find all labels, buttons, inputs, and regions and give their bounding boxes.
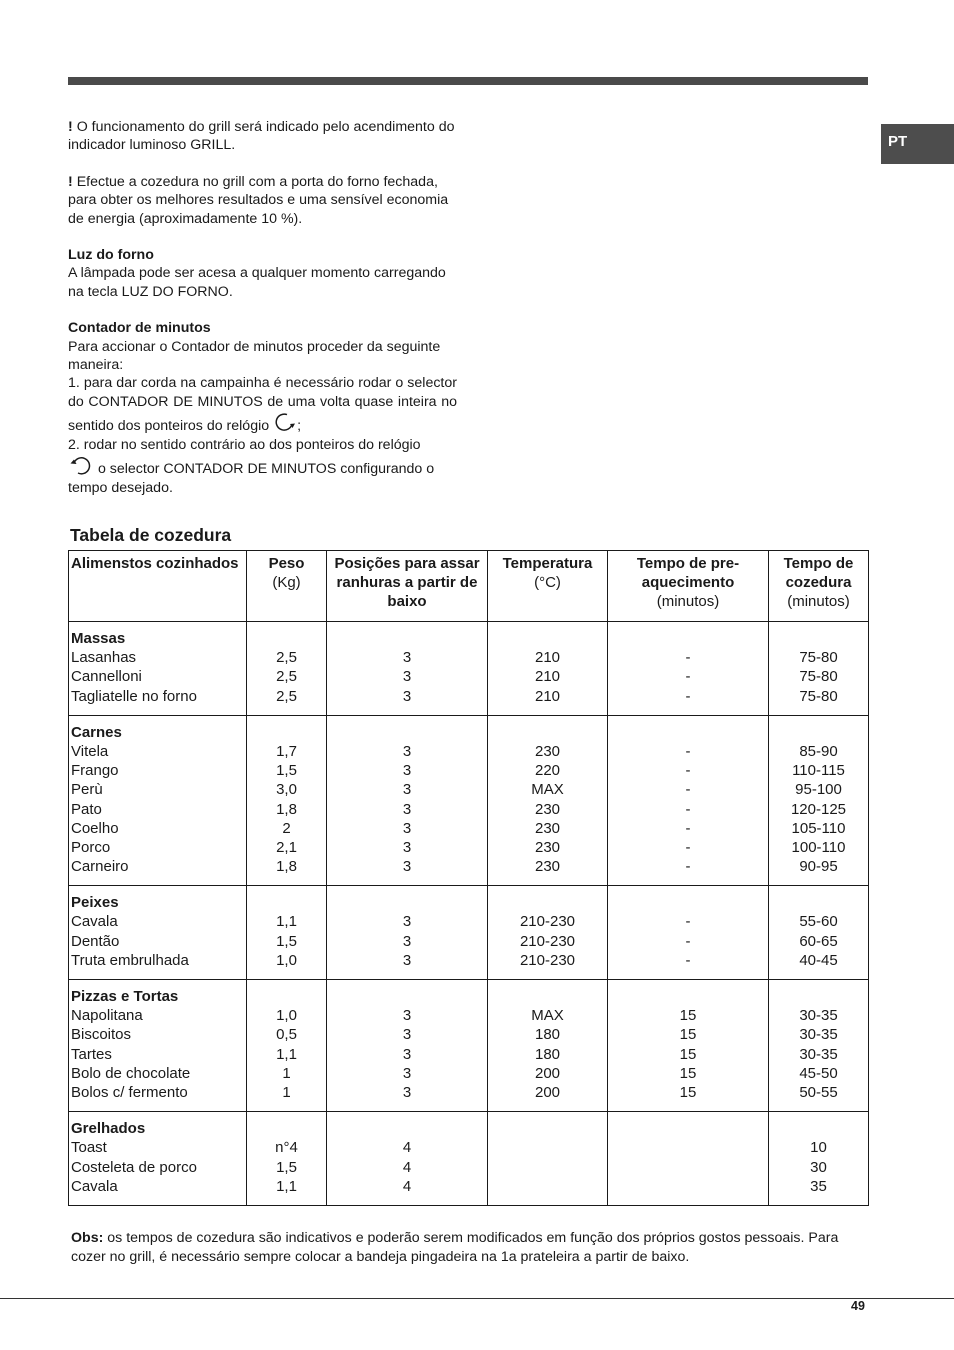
table-group-row <box>69 1112 869 1206</box>
table-cell-food: Cavala <box>71 913 118 931</box>
language-tab: PT <box>881 124 954 164</box>
table-cell-peso: 1 <box>282 1064 291 1082</box>
table-cell-pos: 4 <box>402 1139 412 1157</box>
column-header: Alimenstos cozinhados <box>69 551 247 622</box>
table-cell-food: Lasanhas <box>71 649 137 667</box>
food-cell <box>69 715 247 886</box>
group-name: Grelhados <box>71 1120 146 1138</box>
value-cell <box>247 1112 327 1206</box>
value-cell <box>488 980 608 1112</box>
table-cell-pos: 3 <box>402 668 412 686</box>
cooking-table <box>68 550 869 1206</box>
table-cell-temp: 210-230 <box>519 951 576 969</box>
table-cell-tempo: 30-35 <box>799 1045 838 1063</box>
table-cell-peso: 1,5 <box>276 762 297 780</box>
text-column <box>68 118 457 497</box>
group-name: Peixes <box>71 894 119 912</box>
table-cell-temp: 230 <box>534 838 561 856</box>
value-cell <box>608 715 769 886</box>
table-cell-tempo: 110-115 <box>792 762 845 780</box>
table-cell-tempo: 75-80 <box>799 649 838 667</box>
table-cell-temp: 200 <box>534 1083 561 1101</box>
table-cell-pre: 15 <box>679 1064 697 1082</box>
table-cell-temp: 210 <box>534 668 561 686</box>
table-cell-tempo: 30-35 <box>799 1007 838 1025</box>
table-cell-peso: 3,0 <box>276 781 297 799</box>
table-cell-tempo: 105-110 <box>791 819 846 837</box>
value-cell <box>327 715 488 886</box>
observation-note: Obs: os tempos de cozedura são indicativos e poderão serem modificados em função dos próprios gostos pessoais. Para cozer no grill, é necessário sempre colocar a bandeja pingadeira na 1a prateleira a partir de baixo. <box>71 1230 839 1265</box>
table-cell-peso: 1,8 <box>276 858 297 876</box>
table-cell-pre: - <box>685 781 691 799</box>
table-cell-pos: 3 <box>402 800 412 818</box>
table-cell-peso: 1,1 <box>276 913 297 931</box>
table-cell-pos: 3 <box>402 819 412 837</box>
table-cell-pos: 3 <box>402 1007 412 1025</box>
table-cell-pos: 3 <box>402 762 412 780</box>
table-cell-pre: - <box>685 932 691 950</box>
table-cell-tempo: 95-100 <box>795 781 842 799</box>
table-cell-peso: 2,5 <box>276 649 297 667</box>
table-cell-pos: 3 <box>402 858 412 876</box>
table-cell-food: Vitela <box>71 742 109 760</box>
table-cell-food: Napolitana <box>71 1007 143 1025</box>
table-cell-tempo: 55-60 <box>799 913 838 931</box>
table-cell-peso: 2,1 <box>276 838 297 856</box>
table-cell-pos: 3 <box>402 742 412 760</box>
table-cell-tempo: 45-50 <box>799 1064 838 1082</box>
table-cell-temp: MAX <box>531 781 564 799</box>
table-cell-tempo: 60-65 <box>799 932 838 950</box>
table-cell-pre: - <box>685 762 691 780</box>
table-cell-temp: 210 <box>534 649 561 667</box>
table-cell-tempo: 120-125 <box>790 800 847 818</box>
table-cell-temp: 230 <box>534 819 561 837</box>
column-header: Tempo de pre-aquecimento (minutos) <box>608 551 769 622</box>
value-cell <box>769 886 869 980</box>
table-cell-tempo: 75-80 <box>799 687 838 705</box>
table-cell-peso: 1,7 <box>276 742 297 760</box>
table-cell-pos: 3 <box>402 932 412 950</box>
table-cell-peso: 1,8 <box>276 800 297 818</box>
table-cell-peso: 0,5 <box>276 1026 297 1044</box>
table-cell-temp: 200 <box>534 1064 561 1082</box>
value-cell <box>769 1112 869 1206</box>
food-cell <box>69 1112 247 1206</box>
table-cell-tempo: 100-110 <box>791 838 846 856</box>
table-cell-food: Costeleta de porco <box>71 1158 197 1176</box>
value-cell <box>247 715 327 886</box>
value-cell <box>769 715 869 886</box>
table-cell-food: Frango <box>71 762 119 780</box>
table-cell-peso: 1 <box>282 1083 291 1101</box>
group-name: Pizzas e Tortas <box>71 988 179 1005</box>
table-cell-temp: 210-230 <box>519 932 576 950</box>
timer-intro: Para accionar o Contador de minutos proceder da seguinte maneira: <box>68 338 441 374</box>
table-cell-pre: - <box>685 649 691 667</box>
table-cell-tempo: 90-95 <box>799 858 838 876</box>
footer-rule <box>0 1298 954 1299</box>
table-cell-peso: 1,5 <box>276 932 297 950</box>
table-cell-food: Porco <box>71 838 111 856</box>
value-cell <box>327 622 488 716</box>
table-cell-peso: 1,5 <box>276 1158 297 1176</box>
table-cell-pre: 15 <box>679 1045 697 1063</box>
table-cell-pre: 15 <box>679 1026 697 1044</box>
table-group-row <box>69 715 869 886</box>
table-cell-temp: 230 <box>534 858 561 876</box>
table-cell-temp: 230 <box>534 742 561 760</box>
table-cell-pre <box>608 1177 768 1196</box>
table-cell-food: Perù <box>71 781 103 799</box>
table-cell-pre: - <box>685 858 691 876</box>
group-name: Carnes <box>71 723 122 741</box>
table-cell-pre: 15 <box>679 1007 697 1025</box>
table-cell-peso: n°4 <box>275 1139 298 1157</box>
table-cell-food: Coelho <box>71 819 119 837</box>
table-cell-pos: 3 <box>402 913 412 931</box>
table-cell-temp: 180 <box>534 1026 561 1044</box>
table-cell-pre: - <box>685 951 691 969</box>
table-group-row <box>69 980 869 1112</box>
table-cell-pre: - <box>685 838 691 856</box>
table-cell-peso: 2,5 <box>276 668 297 686</box>
header-bar <box>68 77 868 85</box>
food-cell <box>69 980 247 1112</box>
value-cell <box>247 980 327 1112</box>
table-cell-food: Biscoitos <box>71 1026 132 1044</box>
table-cell-pre: - <box>685 668 691 686</box>
value-cell <box>608 1112 769 1206</box>
table-cell-peso: 1,1 <box>276 1177 297 1195</box>
page-number: 49 <box>851 1299 865 1313</box>
clockwise-arrow-icon <box>273 411 297 433</box>
table-cell-pos: 3 <box>402 838 412 856</box>
table-cell-tempo: 85-90 <box>799 742 838 760</box>
table-cell-pre: - <box>685 687 691 705</box>
table-cell-tempo: 10 <box>810 1139 827 1157</box>
table-cell-food: Tartes <box>71 1045 112 1063</box>
table-cell-temp: 210 <box>534 687 561 705</box>
value-cell <box>769 980 869 1112</box>
table-cell-temp <box>488 1177 607 1196</box>
table-cell-pre: 15 <box>679 1083 697 1101</box>
table-title: Tabela de cozedura <box>70 525 232 545</box>
table-header-row <box>69 551 869 622</box>
oven-light-body: A lâmpada pode ser acesa a qualquer momento carregando na tecla LUZ DO FORNO. <box>68 265 446 300</box>
value-cell <box>488 715 608 886</box>
table-cell-peso: 1,1 <box>276 1045 297 1063</box>
table-cell-pos: 3 <box>402 781 412 799</box>
table-cell-temp: MAX <box>531 1007 564 1025</box>
table-cell-tempo: 35 <box>810 1177 827 1195</box>
table-cell-temp <box>488 1158 607 1177</box>
value-cell <box>327 980 488 1112</box>
value-cell <box>327 1112 488 1206</box>
timer-step2: 2. rodar no sentido contrário ao dos ponteiros do relógio <box>68 436 421 453</box>
timer-step2-cont: o selector CONTADOR DE MINUTOS configurando o tempo desejado. <box>68 454 457 497</box>
timer-heading: Contador de minutos <box>68 320 211 337</box>
group-name: Massas <box>71 630 126 647</box>
value-cell <box>247 622 327 716</box>
table-cell-tempo: 50-55 <box>799 1083 838 1101</box>
food-cell <box>69 622 247 716</box>
value-cell <box>769 622 869 716</box>
table-cell-food: Dentão <box>71 932 120 950</box>
table-group-row <box>69 886 869 980</box>
table-cell-food: Tagliatelle no forno <box>71 687 197 705</box>
value-cell <box>488 622 608 716</box>
table-cell-food: Carneiro <box>71 858 129 876</box>
table-cell-tempo: 30 <box>810 1158 827 1176</box>
value-cell <box>488 1112 608 1206</box>
value-cell <box>327 886 488 980</box>
table-cell-pre: - <box>685 913 691 931</box>
table-cell-food: Bolo de chocolate <box>71 1064 191 1082</box>
table-cell-food: Pato <box>71 800 102 818</box>
table-cell-tempo: 30-35 <box>799 1026 838 1044</box>
table-cell-pos: 4 <box>402 1177 412 1195</box>
note-door-closed: ! Efectue a cozedura no grill com a porta do forno fechada, para obter os melhores resultados e uma sensível economia de energia (aproximadamente 10 %). <box>68 173 449 227</box>
value-cell <box>608 622 769 716</box>
table-cell-pos: 3 <box>402 649 412 667</box>
table-cell-pre: - <box>685 800 691 818</box>
value-cell <box>488 886 608 980</box>
table-cell-peso: 1,0 <box>276 951 297 969</box>
table-cell-temp: 210-230 <box>519 913 576 931</box>
table-cell-temp: 180 <box>534 1045 561 1063</box>
value-cell <box>247 886 327 980</box>
table-cell-pos: 3 <box>402 687 412 705</box>
column-header: Peso (Kg) <box>247 551 327 622</box>
table-cell-food: Toast <box>71 1139 107 1157</box>
table-cell-tempo: 40-45 <box>799 951 838 969</box>
table-cell-food: Bolos c/ fermento <box>71 1083 188 1101</box>
food-cell <box>69 886 247 980</box>
table-cell-pre <box>608 1158 768 1177</box>
counterclockwise-arrow-icon <box>68 454 94 476</box>
table-cell-temp: 230 <box>534 800 561 818</box>
table-cell-pos: 3 <box>402 1045 412 1063</box>
table-cell-peso: 2,5 <box>276 687 297 705</box>
timer-step1: 1. para dar corda na campainha é necessário rodar o selector do CONTADOR DE MINUTOS de uma volta quase inteira no sentido dos ponteiros do relógio ; <box>68 375 457 435</box>
table-cell-pos: 3 <box>402 1083 412 1101</box>
table-cell-food: Cannelloni <box>71 668 142 686</box>
table-cell-peso: 1,0 <box>276 1007 297 1025</box>
table-cell-tempo: 75-80 <box>799 668 838 686</box>
table-cell-pos: 3 <box>402 951 412 969</box>
table-cell-pre: - <box>685 742 691 760</box>
table-cell-food: Cavala <box>71 1177 118 1195</box>
table-cell-food: Truta embrulhada <box>71 951 189 969</box>
table-cell-temp <box>488 1138 607 1157</box>
value-cell <box>608 980 769 1112</box>
table-group-row <box>69 622 869 716</box>
table-cell-pos: 3 <box>402 1064 412 1082</box>
column-header: Tempo de cozedura (minutos) <box>769 551 869 622</box>
table-cell-temp: 220 <box>534 762 561 780</box>
table-cell-pos: 3 <box>402 1026 412 1044</box>
column-header: Posições para assar ranhuras a partir de baixo <box>327 551 488 622</box>
oven-light-heading: Luz do forno <box>68 247 154 264</box>
table-cell-peso: 2 <box>282 819 291 837</box>
column-header: Temperatura (°C) <box>488 551 608 622</box>
table-cell-pre: - <box>685 819 691 837</box>
table-cell-pre <box>608 1138 768 1157</box>
table-cell-pos: 4 <box>402 1158 412 1176</box>
note-grill-indicator: ! O funcionamento do grill será indicado pelo acendimento do indicador luminoso GRILL. <box>68 119 455 154</box>
value-cell <box>608 886 769 980</box>
